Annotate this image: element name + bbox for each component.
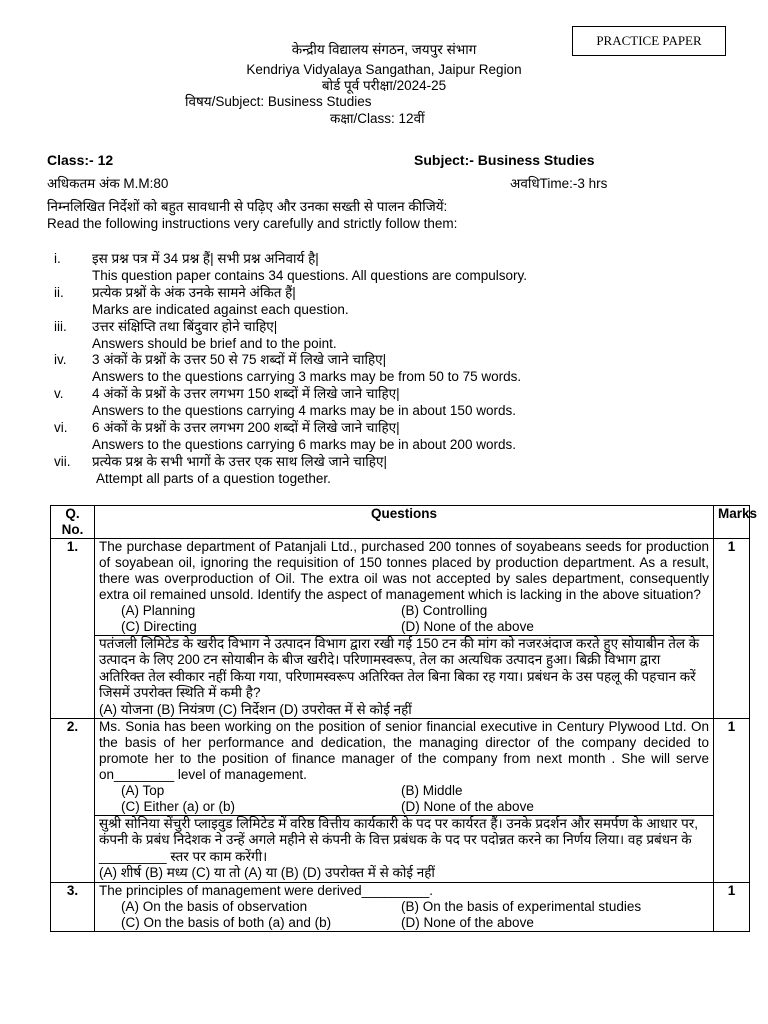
options bbox=[99, 603, 709, 635]
instruction-hindi: इस प्रश्न पत्र में 34 प्रश्न हैं| सभी प्रश्न अनिवार्य है| bbox=[92, 251, 319, 266]
header-hindi-org: केन्द्रीय विद्यालय संगठन, जयपुर संभाग bbox=[291, 42, 477, 57]
instructions-heading-hindi: निम्नलिखित निर्देशों को बहुत सावधानी से पढ़िए और उनका सख्ती से पालन कीजियें: bbox=[47, 199, 448, 214]
question-hindi-cell bbox=[95, 816, 714, 883]
option-a: (A) Top bbox=[121, 783, 165, 799]
header-exam: बोर्ड पूर्व परीक्षा/2024-25 bbox=[321, 78, 447, 93]
question-text: The purchase department of Patanjali Ltd., purchased 200 tonnes of soyabeans seeds for production of soyabean oil, ignoring the requisition of 150 tonnes placed by production department. As a result, there was overproduction of Oil. The extra oil was not accepted by sales department, consequently extra oil remained unsold. Identify the aspect of management which is lacking in the above situation? bbox=[99, 539, 709, 602]
instruction-number: v. bbox=[54, 386, 64, 401]
question-cell bbox=[95, 539, 714, 636]
option-d: (D) None of the above bbox=[401, 914, 534, 930]
max-marks: अधिकतम अंक M.M:80 bbox=[47, 176, 169, 191]
header-class: कक्षा/Class: 12वीं bbox=[330, 111, 425, 126]
question-hindi-options: (A) योजना (B) नियंत्रण (C) निर्देशन (D) उपरोक्त में से कोई नहीं bbox=[99, 701, 412, 717]
table-row bbox=[51, 719, 750, 816]
question-hindi-cell bbox=[95, 636, 714, 719]
table-header-row bbox=[51, 506, 750, 539]
instruction-number: iii. bbox=[54, 319, 67, 334]
option-a: (A) On the basis of observation bbox=[121, 898, 308, 914]
instruction-english: Answers to the questions carrying 4 marks may be in about 150 words. bbox=[92, 403, 516, 418]
option-b: (B) Controlling bbox=[401, 603, 488, 618]
instruction-hindi: प्रत्येक प्रश्नों के अंक उनके सामने अंकित हैं| bbox=[92, 285, 296, 300]
instructions-heading: Read the following instructions very carefully and strictly follow them: bbox=[47, 216, 458, 231]
question-text: Ms. Sonia has been working on the position of senior financial executive in Century Plywood Ltd. On the basis of her performance and dedication, the managing director of the company decided to promote her to the position of finance manager of the company from next month . She will serve on________ level of management. bbox=[99, 719, 709, 783]
qno-header: Q. No. bbox=[51, 506, 95, 539]
instruction-english: Marks are indicated against each question. bbox=[92, 302, 349, 317]
option-a: (A) Planning bbox=[121, 603, 196, 618]
question-hindi-options: (A) शीर्ष (B) मध्य (C) या तो (A) या (B) (D) उपरोक्त में से कोई नहीं bbox=[99, 865, 435, 881]
instruction-number: iv. bbox=[54, 352, 67, 367]
option-c: (C) On the basis of both (a) and (b) bbox=[121, 914, 332, 930]
class-label: Class:- 12 bbox=[47, 152, 114, 168]
subject-label: Subject:- Business Studies bbox=[414, 152, 595, 168]
table-row bbox=[51, 539, 750, 636]
option-d: (D) None of the above bbox=[401, 799, 534, 815]
header-subject: विषय/Subject: Business Studies bbox=[185, 94, 372, 109]
instruction-hindi: प्रत्येक प्रश्न के सभी भागों के उत्तर एक साथ लिखे जाने चाहिए| bbox=[92, 454, 387, 469]
instruction-hindi: 4 अंकों के प्रश्नों के उत्तर लगभग 150 शब्दों में लिखे जाने चाहिए| bbox=[92, 386, 400, 401]
table-row bbox=[51, 816, 750, 883]
options bbox=[99, 783, 709, 815]
instruction-number: vii. bbox=[54, 454, 71, 469]
header-org: Kendriya Vidyalaya Sangathan, Jaipur Region bbox=[246, 62, 522, 77]
option-b: (B) Middle bbox=[401, 783, 463, 799]
instruction-number: vi. bbox=[54, 420, 68, 435]
options bbox=[99, 899, 709, 931]
question-number: 2. bbox=[51, 719, 95, 883]
instruction-english: Answers to the questions carrying 3 marks may be from 50 to 75 words. bbox=[92, 369, 522, 384]
instruction-number: i. bbox=[54, 251, 61, 266]
questions-table bbox=[50, 505, 758, 932]
question-hindi-text: सुश्री सोनिया सेंचुरी प्लाइवुड लिमिटेड में वरिष्ठ वित्तीय कार्यकारी के पद पर कार्यरत हैं। उनके प्रदर्शन और समर्पण के आधार पर, कंपनी के प्रबंध निदेशक ने उन्हें अगले महीने से कंपनी के वित्त प्रबंधक के पद पर पदोन्नत करने का निर्णय लिया। वह प्रबंधन के _________ स्तर पर काम करेंगी। bbox=[99, 816, 699, 864]
question-cell bbox=[95, 882, 714, 931]
option-c: (C) Directing bbox=[121, 619, 197, 634]
instruction-english: Answers to the questions carrying 6 marks may be in about 200 words. bbox=[92, 437, 516, 452]
option-d: (D) None of the above bbox=[401, 619, 534, 634]
option-c: (C) Either (a) or (b) bbox=[121, 799, 236, 815]
question-marks: 1 bbox=[714, 539, 750, 719]
instruction-number: ii. bbox=[54, 285, 64, 300]
marks-header: Marks bbox=[714, 506, 750, 539]
instruction-english: Attempt all parts of a question together. bbox=[96, 471, 331, 486]
instruction-english: This question paper contains 34 questions. All questions are compulsory. bbox=[92, 268, 527, 283]
question-hindi-text: पतंजली लिमिटेड के खरीद विभाग ने उत्पादन विभाग द्वारा रखी गई 150 टन की मांग को नजरअंदाज करते हुए सोयाबीन तेल के उत्पादन के लिए 200 टन सोयाबीन के बीज खरीदे। परिणामस्वरूप, तेल का अत्यधिक उत्पादन हुआ। बिक्री विभाग द्वारा अतिरिक्त तेल स्वीकार नहीं किया गया, परिणामस्वरूप अतिरिक्त तेल बिना बिका रह गया। प्रबंधन के उस पहलू की पहचान करें जिसमें उपरोक्त स्थिति में कमी है? bbox=[99, 636, 700, 701]
question-number: 1. bbox=[51, 539, 95, 719]
question-marks: 1 bbox=[714, 882, 750, 931]
question-cell bbox=[95, 719, 714, 816]
instruction-english: Answers should be brief and to the point. bbox=[92, 336, 337, 351]
table-row bbox=[51, 882, 750, 931]
option-b: (B) On the basis of experimental studies bbox=[401, 898, 642, 914]
practice-paper-label: PRACTICE PAPER bbox=[572, 26, 726, 56]
question-marks: 1 bbox=[714, 719, 750, 883]
question-number: 3. bbox=[51, 882, 95, 931]
instruction-hindi: उत्तर संक्षिप्ति तथा बिंदुवार होने चाहिए| bbox=[92, 319, 278, 334]
time-allowed: अवधिTime:-3 hrs bbox=[510, 176, 608, 191]
instruction-hindi: 3 अंकों के प्रश्नों के उत्तर 50 से 75 शब्दों में लिखे जाने चाहिए| bbox=[92, 352, 387, 367]
questions-header: Questions bbox=[95, 506, 714, 539]
instruction-hindi: 6 अंकों के प्रश्नों के उत्तर लगभग 200 शब्दों में लिखे जाने चाहिए| bbox=[92, 420, 400, 435]
table-row bbox=[51, 636, 750, 719]
question-text: The principles of management were derived_________. bbox=[99, 882, 433, 898]
